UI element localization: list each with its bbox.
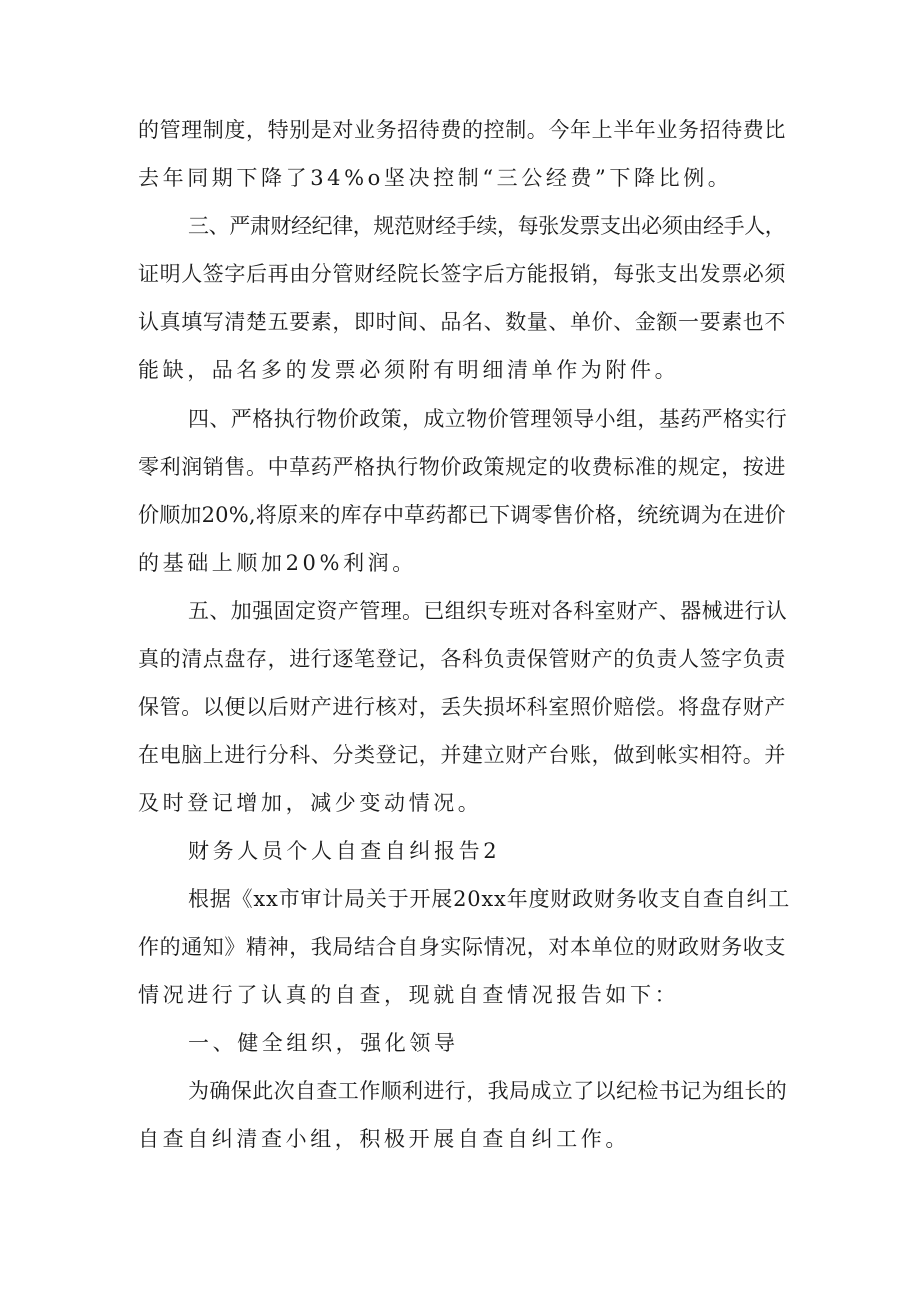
paragraph-line: 零利润销售。中草药严格执行物价政策规定的收费标准的规定，按进 (138, 455, 786, 479)
paragraph-line: 认真填写清楚五要素，即时间、品名、数量、单价、金额一要素也不 (138, 310, 786, 334)
paragraph-line: 及时登记增加，减少变动情况。 (138, 791, 483, 815)
paragraph-line: 的基础上顺加20%利润。 (138, 551, 417, 575)
paragraph-line: 在电脑上进行分科、分类登记，并建立财产台账，做到帐实相符。并 (138, 743, 786, 767)
paragraph-line: 五、加强固定资产管理。已组织专班对各科室财产、器械进行认 (188, 599, 788, 623)
paragraph-line: 能缺，品名多的发票必须附有明细清单作为附件。 (138, 358, 680, 382)
paragraph-line: 作的通知》精神，我局结合自身实际情况，对本单位的财政财务收支 (138, 935, 786, 959)
paragraph-line: 的管理制度，特别是对业务招待费的控制。今年上半年业务招待费比 (138, 118, 786, 142)
paragraph-line: 证明人签字后再由分管财经院长签字后方能报销，每张支出发票必须 (138, 262, 786, 286)
subsection-heading: 一、健全组织，强化领导 (188, 1031, 459, 1055)
paragraph-line: 根据《xx市审计局关于开展20xx年度财政财务收支自查自纠工 (188, 887, 791, 911)
paragraph-line: 去年同期下降了34%o坚决控制“三公经费”下降比例。 (138, 166, 733, 190)
paragraph-line: 真的清点盘存，进行逐笔登记，各科负责保管财产的负责人签字负责 (138, 647, 786, 671)
paragraph-line: 三、严肃财经纪律，规范财经手续，每张发票支出必须由经手人， (188, 214, 786, 238)
paragraph-line: 保管。以便以后财产进行核对，丢失损坏科室照价赔偿。将盘存财产 (138, 695, 786, 719)
paragraph-line: 自查自纠清查小组，积极开展自查自纠工作。 (138, 1127, 630, 1151)
paragraph-line: 为确保此次自查工作顺利进行，我局成立了以纪检书记为组长的 (188, 1079, 788, 1103)
section-heading: 财务人员个人自查自纠报告2 (188, 839, 501, 863)
paragraph-line: 四、严格执行物价政策，成立物价管理领导小组，基药严格实行 (188, 407, 788, 431)
paragraph-line: 情况进行了认真的自查，现就自查情况报告如下： (138, 983, 680, 1007)
paragraph-line: 价顺加20%,将原来的库存中草药都已下调零售价格，统统调为在进价 (138, 503, 786, 527)
